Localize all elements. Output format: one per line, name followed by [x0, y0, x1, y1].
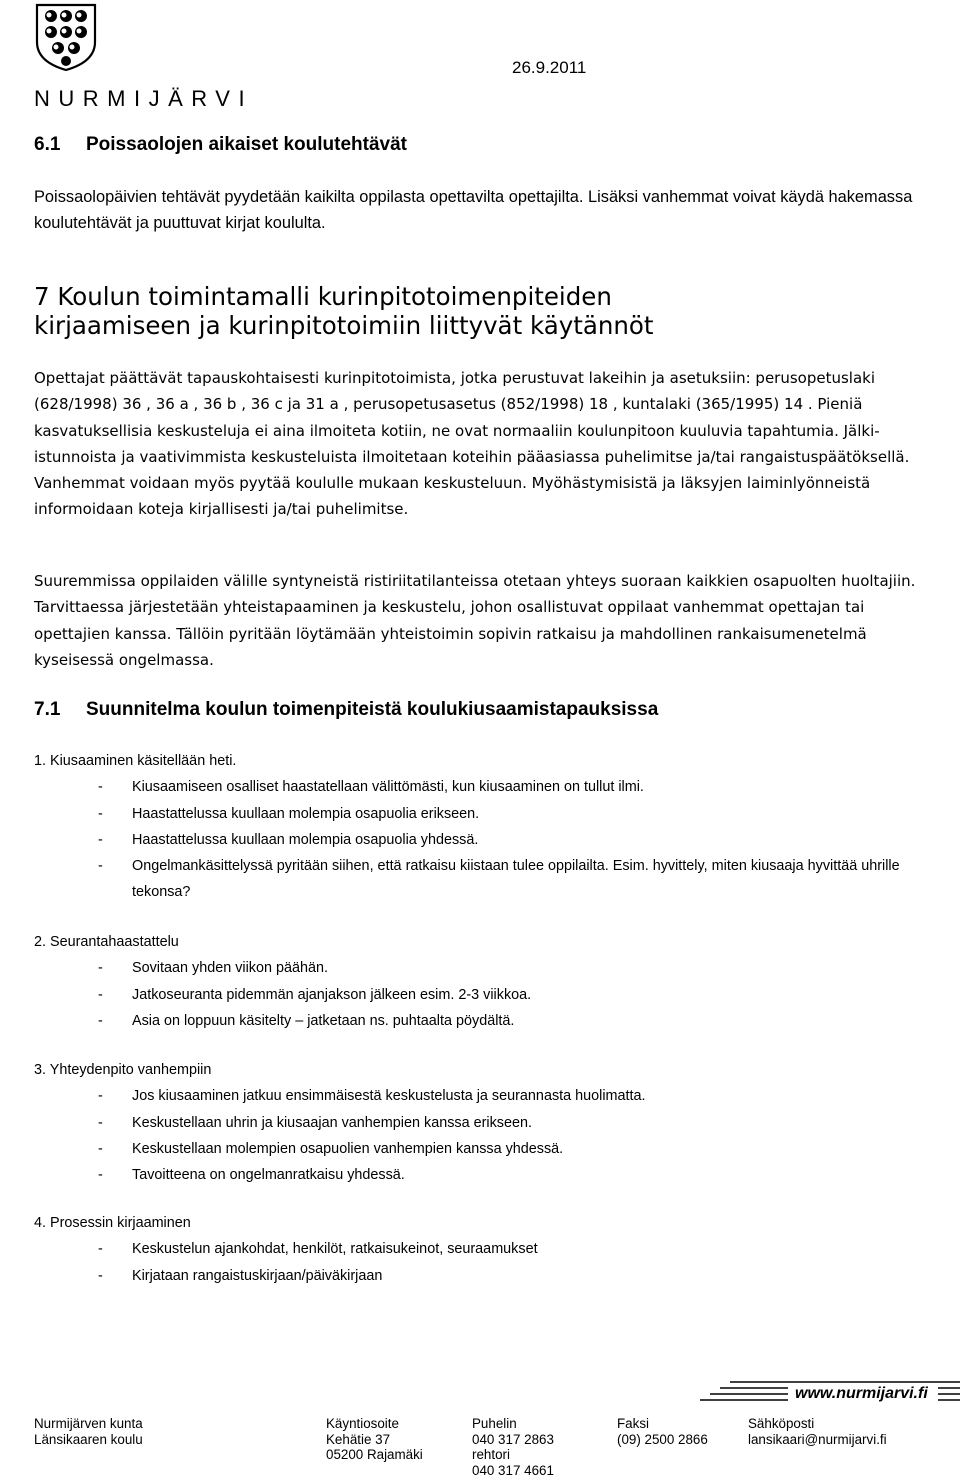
- list-item: - Ongelmankäsittelyssä pyritään siihen, että ratkaisu kiistaan tulee oppilailta. Esim. hyvittely, miten kiusaaja hyvittää uhrille tekonsa?: [98, 858, 900, 901]
- website-link[interactable]: www.nurmijarvi.fi: [795, 1385, 928, 1402]
- list-item: - Tavoitteena on ongelmanratkaisu yhdessä.: [98, 1167, 405, 1184]
- step-1: [34, 748, 934, 906]
- step-title: 2. Seurantahaastattelu: [34, 934, 179, 950]
- section-7-1-heading: [34, 699, 658, 721]
- document-date: 26.9.2011: [512, 58, 587, 77]
- footer-phone: Puhelin 040 317 2863 rehtori 040 317 4661: [472, 1416, 554, 1478]
- list-item: - Sovitaan yhden viikon päähän.: [98, 960, 329, 977]
- step-4: [34, 1210, 934, 1289]
- list-item: - Keskustellaan molempien osapuolien vanhempien kanssa yhdessä.: [98, 1140, 564, 1157]
- list-item: - Jatkoseuranta pidemmän ajanjakson jälkeen esim. 2-3 viikkoa.: [98, 986, 532, 1003]
- list-item: - Jos kiusaaminen jatkuu ensimmäisestä keskustelusta ja seurannasta huolimatta.: [98, 1088, 646, 1105]
- footer-organization: Nurmijärven kunta Länsikaaren koulu: [34, 1416, 143, 1447]
- list-item: - Kirjataan rangaistuskirjaan/päiväkirjaan: [98, 1267, 383, 1284]
- section-7-paragraph-2: Suuremmissa oppilaiden välille syntyneistä ristiriitatilanteissa otetaan yhteys suoraan kaikkien osapuolten huoltajiin. Tarvittaessa järjestetään yhteistapaaminen ja keskustelu, johon osallistuvat oppilaat vanhemmat opettajan tai opettajien kanssa. Tällöin pyritään löytämään yhteistoimin sopivin ratkaisu ja mahdollinen rankaisumenetelmä kyseisessä ongelmassa.: [34, 572, 916, 669]
- heading-line-1: 7 Koulun toimintamalli kurinpitotoimenpiteiden: [34, 282, 612, 311]
- step-title: 3. Yhteydenpito vanhempiin: [34, 1062, 212, 1078]
- section-7-heading: [34, 282, 654, 340]
- section-title: Suunnitelma koulun toimenpiteistä koulukiusaamistapauksissa: [86, 699, 659, 720]
- list-item: - Keskustelun ajankohdat, henkilöt, ratkaisukeinot, seuraamukset: [98, 1241, 538, 1258]
- footer-visiting-address: Käyntiosoite Kehätie 37 05200 Rajamäki: [326, 1416, 423, 1462]
- step-title: 4. Prosessin kirjaaminen: [34, 1215, 191, 1231]
- footer-fax: Faksi (09) 2500 2866: [617, 1416, 708, 1447]
- section-number: 6.1: [34, 134, 61, 155]
- municipal-logo: [34, 2, 284, 111]
- section-6-1-heading: [34, 134, 407, 156]
- step-3: [34, 1057, 934, 1188]
- list-item: - Haastattelussa kuullaan molempia osapuolia yhdessä.: [98, 831, 479, 848]
- list-item: - Asia on loppuun käsitelty – jatketaan ns. puhtaalta pöydältä.: [98, 1012, 515, 1029]
- list-item: - Kiusaamiseen osalliset haastatellaan välittömästi, kun kiusaaminen on tullut ilmi.: [98, 779, 644, 796]
- heading-line-2: kirjaamiseen ja kurinpitotoimiin liittyvät käytännöt: [34, 311, 654, 340]
- logo-text: NURMIJÄRVI: [34, 86, 254, 111]
- section-6-1-body: Poissaolopäivien tehtävät pyydetään kaikilta oppilasta opettavilta opettajilta. Lisäksi vanhemmat voivat käydä hakemassa koulutehtävät ja puuttuvat kirjat koululta.: [34, 188, 913, 232]
- list-item: - Haastattelussa kuullaan molempia osapuolia erikseen.: [98, 805, 480, 822]
- step-2: [34, 929, 934, 1034]
- section-title: Poissaolojen aikaiset koulutehtävät: [86, 134, 407, 155]
- coat-of-arms-icon: [34, 2, 98, 72]
- section-number: 7.1: [34, 699, 61, 720]
- list-item: - Keskustellaan uhrin ja kiusaajan vanhempien kanssa erikseen.: [98, 1114, 532, 1131]
- step-title: 1. Kiusaaminen käsitellään heti.: [34, 753, 237, 769]
- footer-email: Sähköposti lansikaari@nurmijarvi.fi: [748, 1416, 887, 1447]
- section-7-paragraph-1: Opettajat päättävät tapauskohtaisesti kurinpitotoimista, jotka perustuvat lakeihin ja asetuksiin: perusopetuslaki (628/1998) 36 , 36 a , 36 b , 36 c ja 31 a , perusopetusasetus (852/1998) 18 , kuntalaki (365/1995) 14 . Pieniä kasvatuksellisia keskusteluja ei aina ilmoiteta kotiin, ne ovat normaaliin koulunpitoon kuuluvia tapahtumia. Jälki-istunnoista ja vaativimmista keskusteluista ilmoitetaan koteihin pääasiassa puhelimitse ja/tai rangaistuspäätöksellä. Vanhemmat voidaan myös pyytää koululle mukaan keskusteluun. Myöhästymisistä ja läksyjen laiminlyönneistä informoidaan koteja kirjallisesti ja/tai puhelimitse.: [34, 369, 910, 519]
